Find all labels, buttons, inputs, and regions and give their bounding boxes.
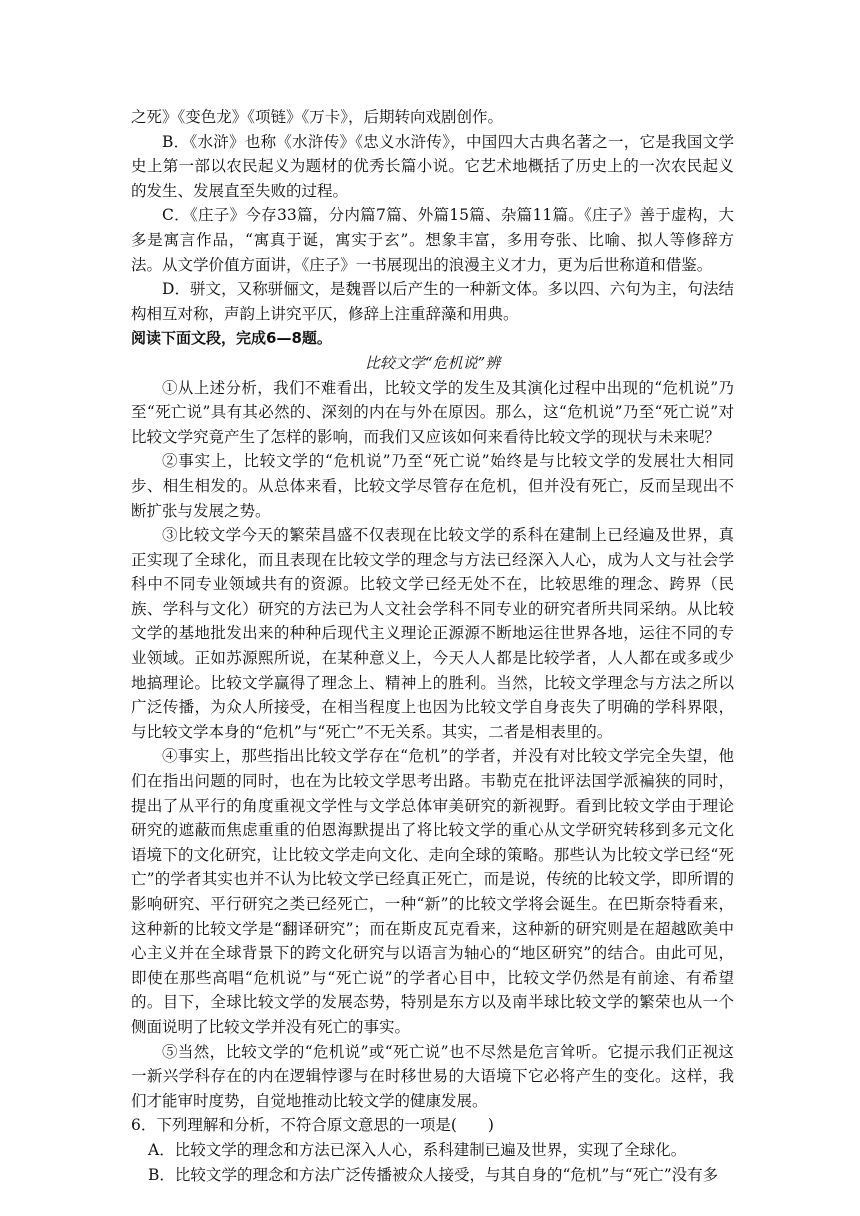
question-6-stem: 6．下列理解和分析，不符合原文意思的一项是( ) (131, 1116, 494, 1135)
option-a-continuation: 之死》《变色龙》《项链》《万卡》，后期转向戏剧创作。 (131, 108, 504, 126)
article-paragraph-3: ③比较文学今天的繁荣昌盛不仅表现在比较文学的系科在建制上已经遍及世界，真正实现了全球化，而且表现在比较文学的理念与方法已经深入人心，成为人文与社会学科中不同专业领域共有的资源。比较文学已经无处不在，比较思维的理念、跨界（民族、学科与文化）研究的方法已为人文社会学科不同专业的研究者所共同采纳。从比较文学的基地批发出来的种种后现代主义理论正源源不断地运往世界各地，运往不同的专业领域。正如苏源熙所说，在某种意义上，今天人人都是比较学者，人人都在或多或少地搞理论。比较文学赢得了理念上、精神上的胜利。当然，比较文学理念与方法之所以广泛传播，为众人所接受，在相当程度上也因为比较文学自身丧失了明确的学科界限，与比较文学本身的“危机”与“死亡”不无关系。其实，二者是相表里的。 (131, 526, 734, 741)
article-paragraph-1: ①从上述分析，我们不难看出，比较文学的发生及其演化过程中出现的“危机说”乃至“死亡说”具有其必然的、深刻的内在与外在原因。那么，这“危机说”乃至“死亡说”对比较文学究竟产生了怎样的影响，而我们又应该如何来看待比较文学的现状与未来呢？ (131, 378, 734, 446)
article-paragraph-5: ⑤当然，比较文学的“危机说”或“死亡说”也不尽然是危言耸听。它提示我们正视这一新兴学科存在的内在逻辑悖谬与在时移世易的大语境下它必将产生的变化。这样，我们才能审时度势，自觉地推动比较文学的健康发展。 (131, 1042, 734, 1110)
article-title: 比较文学“危机说”辨 (364, 353, 501, 372)
article-paragraph-4: ④事实上，那些指出比较文学存在“危机”的学者，并没有对比较文学完全失望，他们在指出问题的同时，也在为比较文学思考出路。韦勒克在批评法国学派褊狭的同时，提出了从平行的角度重视文学性与文学总体审美研究的新视野。看到比较文学由于理论研究的遮蔽而焦虑重重的伯恩海默提出了将比较文学的重心从文学研究转移到多元文化语境下的文化研究，让比较文学走向文化、走向全球的策略。那些认为比较文学已经“死亡”的学者其实也并不认为比较文学已经真正死亡，而是说，传统的比较文学，即所谓的影响研究、平行研究之类已经死亡，一种“新”的比较文学将会诞生。在巴斯奈特看来，这种新的比较文学是“翻译研究”；而在斯皮瓦克看来，这种新的研究则是在超越欧美中心主义并在全球背景下的跨文化研究与以语言为轴心的“地区研究”的结合。由此可见，即使在那些高唱“危机说”与“死亡说”的学者心目中，比较文学仍然是有前途、有希望的。目下，全球比较文学的发展态势，特别是东方以及南半球比较文学的繁荣也从一个侧面说明了比较文学并没有死亡的事实。 (131, 747, 734, 1036)
question-6-option-a: A．比较文学的理念和方法已深入人心，系科建制已遍及世界，实现了全球化。 (148, 1140, 687, 1159)
question-6-option-b: B．比较文学的理念和方法广泛传播被众人接受，与其自身的“危机”与“死亡”没有多 (148, 1165, 719, 1184)
section-heading: 阅读下面文段，完成6—8题。 (131, 329, 332, 348)
option-d: D．骈文，又称骈俪文，是魏晋以后产生的一种新文体。多以四、六句为主，句法结构相互对称，声韵上讲究平仄，修辞上注重辞藻和用典。 (131, 280, 734, 323)
option-c: C．《庄子》今存33篇，分内篇7篇、外篇15篇、杂篇11篇。《庄子》善于虚构，大多是寓言作品，“寓真于诞，寓实于玄”。想象丰富，多用夸张、比喻、拟人等修辞方法。从文学价值方面讲，《庄子》一书展现出的浪漫主义才力，更为后世称道和借鉴。 (131, 206, 734, 274)
option-b: B．《水浒》也称《水浒传》《忠义水浒传》，中国四大古典名著之一，它是我国文学史上第一部以农民起义为题材的优秀长篇小说。它艺术地概括了历史上的一次农民起义的发生、发展直至失败的过程。 (131, 132, 734, 200)
article-paragraph-2: ②事实上，比较文学的“危机说”乃至“死亡说”始终是与比较文学的发展壮大相同步、相生相发的。从总体来看，比较文学尽管存在危机，但并没有死亡，反而呈现出不断扩张与发展之势。 (131, 452, 734, 520)
